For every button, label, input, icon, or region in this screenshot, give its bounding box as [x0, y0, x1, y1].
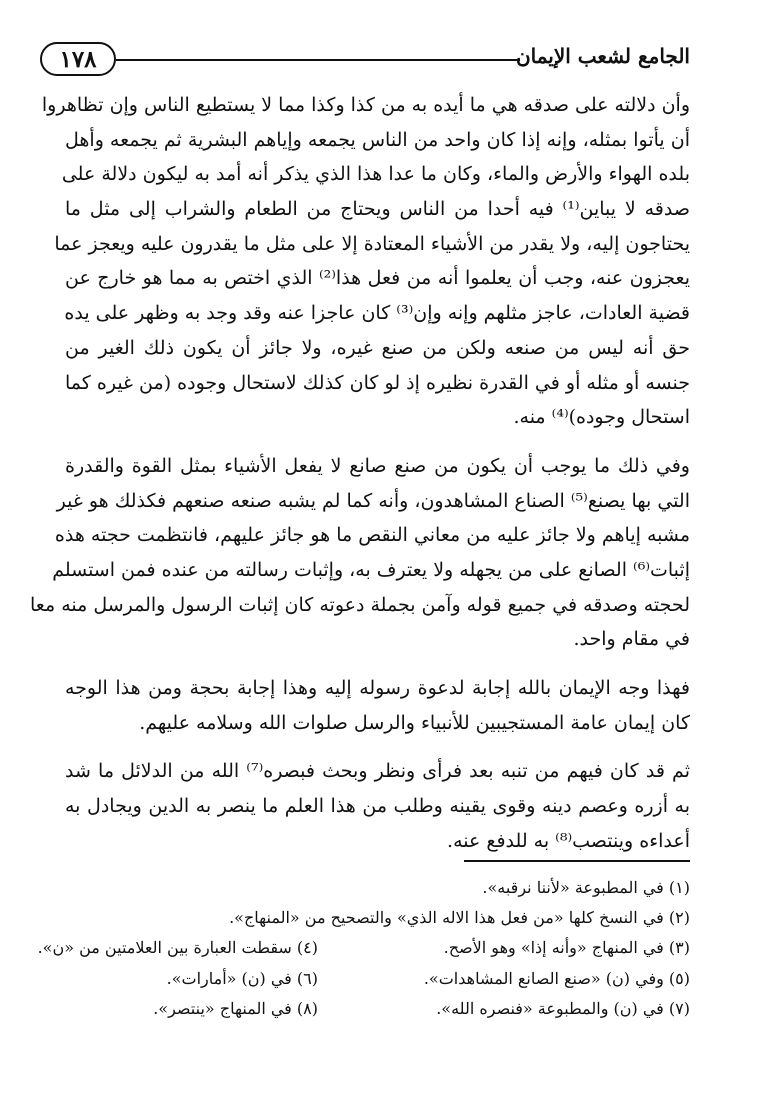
text-line: جنسه أو مثله أو في القدرة نظيره إذ لو كان كذلك لاستحال وجوده (من غيره كما: [65, 371, 690, 394]
text-line: إثبات⁽⁶⁾ الصانع على من يجهله ولا يعترف به، وإثبات رسالته من عنده فمن استسلم: [52, 558, 690, 581]
footnote-row: [40, 873, 690, 903]
text-line: حق أنه ليس من صنعه ولكن من صنع غيره، ولا جائز أن يكون ذلك الغير من: [65, 336, 690, 359]
text-line: يعجزون عنه، وجب أن يعلموا أنه من فعل هذا⁽²⁾ الذي اختص به مما هو خارج عن: [65, 267, 690, 290]
text-line: أعداءه وينتصب⁽⁸⁾ به للدفع عنه.: [447, 829, 690, 852]
text-line: يحتاجون إليه، ولا يقدر من الأشياء المعتادة إلا على مثل ما يقدرون عليه ويعجز عما: [54, 232, 690, 255]
text-line: ثم قد كان فيهم من تنبه بعد فرأى ونظر وبحث فبصره⁽⁷⁾ الله من الدلائل ما شد: [65, 760, 690, 783]
text-line: فهذا وجه الإيمان بالله إجابة لدعوة رسوله إليه وهذا إجابة بحجة ومن هذا الوجه: [65, 677, 690, 699]
text-line: كان إيمان عامة المستجيبين للأنبياء والرسل صلوات الله وسلامه عليهم.: [139, 711, 690, 734]
footnote-5: (٥) وفي (ن) «صنع الصانع المشاهدات».: [423, 968, 690, 988]
book-title: الجامع لشعب الإيمان: [515, 44, 690, 68]
footnote-3: (٣) في المنهاج «وأنه إذا» وهو الأصح.: [443, 938, 690, 958]
paragraph-1: [41, 88, 690, 435]
text-line: وفي ذلك ما يوجب أن يكون من صنع صانع لا يفعل الأشياء بمثل القوة والقدرة: [65, 454, 690, 477]
text-line: مشبه إياهم ولا جائز عليه من معاني النقص ما هو جائز عليهم، فانتظمت حجته هذه: [54, 524, 690, 547]
text-line: استحال وجوده)⁽⁴⁾ منه.: [513, 406, 690, 429]
footnote-row: [40, 994, 690, 1024]
header-rule: [116, 59, 520, 61]
footnote-2: (٢) في النسخ كلها «من فعل هذا الاله الذي» والتصحيح من «المنهاج».: [229, 908, 690, 928]
footnote-separator: [464, 860, 690, 862]
footnote-4: (٤) سقطت العبارة بين العلامتين من «ن».: [37, 938, 318, 958]
footnote-row: [40, 903, 690, 933]
footnote-8: (٨) في المنهاج «ينتصر».: [153, 998, 318, 1018]
text-line: وأن دلالته على صدقه هي ما أيده به من كذا وكذا مما لا يستطيع الناس وإن تظاهروا: [41, 94, 690, 116]
text-line: بلده الهواء والأرض والماء، وكان ما عدا هذا الذي يذكر أنه أمد به ليكون دلالة على: [61, 163, 690, 186]
footnote-7: (٧) في (ن) والمطبوعة «فنصره الله».: [436, 998, 690, 1018]
footnote-row: [37, 933, 690, 963]
running-header: [40, 42, 690, 78]
footnote-6: (٦) في (ن) «أمارات».: [166, 968, 318, 988]
text-line: لحجته وصدقه في جميع قوله وآمن بجملة دعوته كان إثبات الرسول والمرسل منه معا: [30, 593, 690, 616]
text-line: به أزره وعصم دينه وقوى يقينه وطلب من هذا العلم ما ينصر به الدين ويجادل به: [65, 795, 690, 818]
text-line: صدقه لا يباين⁽¹⁾ فيه أحدا من الناس ويحتاج من الطعام والشراب إلى مثل ما: [65, 198, 690, 221]
text-line: أن يأتوا بمثله، وإنه إذا كان واحد من الناس يجمعه وإياهم البشرية ثم يجمعه وأهل: [65, 128, 690, 151]
paragraph-3: [65, 671, 690, 740]
footnote-1: (١) في المطبوعة «لأننا نرقبه».: [482, 878, 690, 897]
text-line: التي بها يصنع⁽⁵⁾ الصناع المشاهدون، وأنه كما لم يشبه صنعه صنعهم فكذلك هو غير: [56, 489, 690, 512]
paragraph-4: [65, 754, 690, 858]
page-number: ١٧٨: [40, 42, 116, 76]
text-line: في مقام واحد.: [573, 628, 690, 651]
main-text: [30, 88, 690, 858]
text-line: قضية العادات، عاجز مثلهم وإنه وإن⁽³⁾ كان عاجزا عنه وقد وجد به وظهر على يده: [64, 302, 690, 325]
footnotes: [37, 873, 690, 1024]
footnote-row: [40, 964, 690, 994]
paragraph-2: [30, 449, 690, 657]
